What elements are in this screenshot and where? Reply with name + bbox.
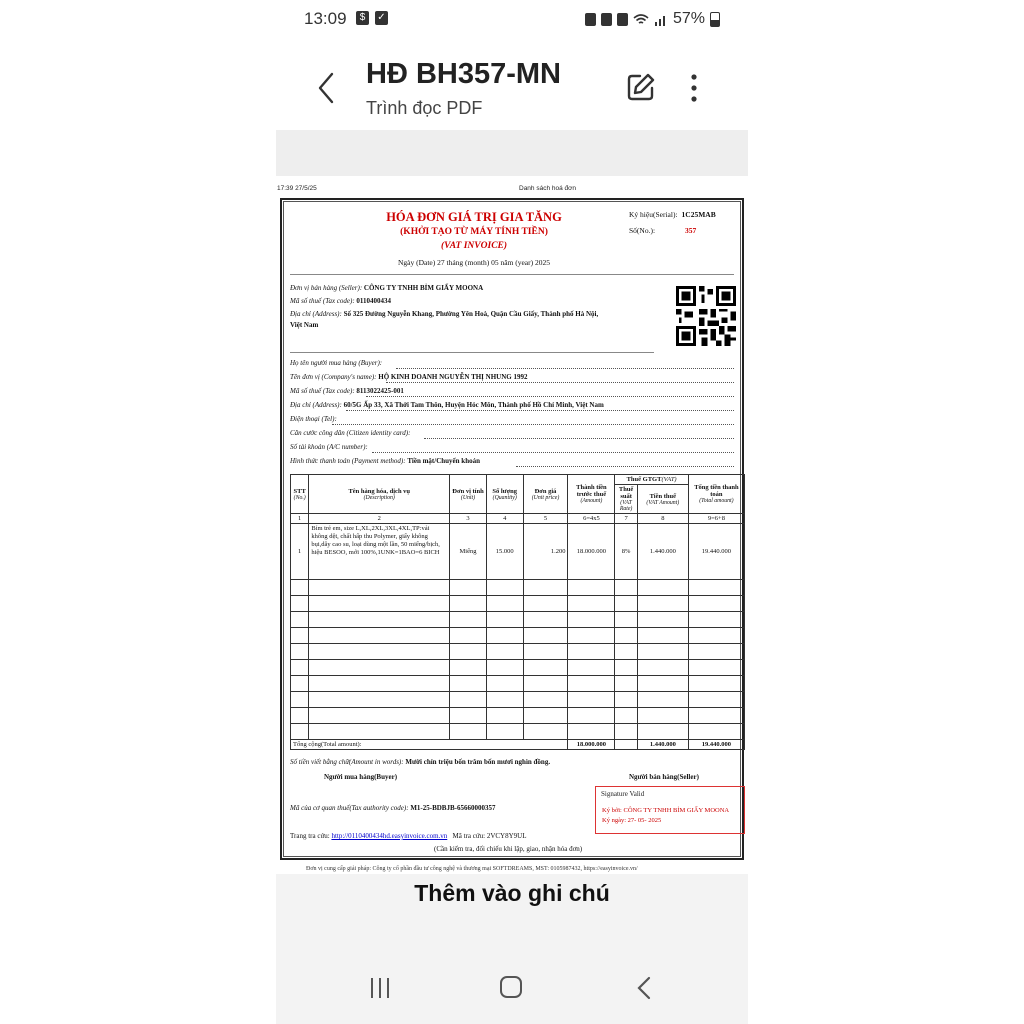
serial-field [629,210,716,219]
navigation-bar [276,952,748,1024]
seller-tax-row [290,297,391,305]
table-header-row [291,475,745,485]
system-icons [585,10,720,28]
buyer-address-value: 60/5G Ấp 33, Xã Thới Tam Thôn, Huyện Hóc Môn, Thành phố Hồ Chí Minh, Việt Nam [343,401,604,409]
col-unit: Đơn vị tính (Unit) [450,475,487,514]
money-notification-icon: $ [356,11,369,25]
item-unit-price: 1.200 [523,524,568,580]
nav-back-icon[interactable] [636,976,652,1000]
item-amount: 18.000.000 [568,524,615,580]
item-unit: Miếng [450,524,487,580]
seller-address-label: Địa chỉ (Address): [290,310,342,318]
payment-label: Hình thức thanh toán (Payment method): [290,457,406,465]
seller-label: Đơn vị bán hàng (Seller): [290,284,363,292]
battery-percent: 57% [672,10,705,27]
column-index-row [291,514,745,524]
print-timestamp: 17:39 27/5/25 [277,185,317,192]
qr-code-icon [676,286,736,346]
index-cell: 5 [523,514,568,524]
empty-row [291,708,745,724]
item-vat-rate: 8% [615,524,637,580]
col-amount: Thành tiền trước thuế (Amount) [568,475,615,514]
table-row [291,524,745,580]
dotted-line [332,424,734,425]
company-name: HỘ KINH DOANH NGUYỄN THỊ NHUNG 1992 [378,373,528,381]
col-total: Tổng tiền thanh toán (Total amount) [688,475,744,514]
item-quantity: 15.000 [486,524,523,580]
item-total: 19.440.000 [688,524,744,580]
tel-row [290,415,337,423]
divider [290,352,654,353]
buyer-name-label: Họ tên người mua hàng (Buyer): [290,359,383,367]
col-vat-rate: Thuế suất (VAT Rate) [615,485,637,514]
index-cell: 9=6+8 [688,514,744,524]
citizen-id-row [290,429,410,437]
tax-authority-code [290,804,495,812]
wifi-icon [633,13,649,26]
status-time: 13:09 [304,9,347,28]
dotted-line [346,410,734,411]
number-value: 357 [685,226,697,235]
seller-name: CÔNG TY TNHH BỈM GIẤY MOONA [363,284,484,292]
invoice-subtitle: (KHỞI TẠO TỪ MÁY TÍNH TIỀN) [400,227,548,237]
words-label: Số tiền viết bằng chữ(Amount in words): [290,758,404,766]
status-bar [276,0,748,40]
mute-icon [617,13,628,26]
divider [290,274,734,275]
empty-row [291,660,745,676]
dotted-line [424,438,734,439]
dotted-line [396,368,734,369]
serial-value: 1C25MAB [681,210,716,219]
signature-box [595,786,745,834]
item-stt: 1 [291,524,309,580]
more-vert-icon[interactable] [681,72,707,104]
document-subtitle: Trình đọc PDF [366,98,483,118]
lookup-code-label: Mã tra cứu: [452,832,486,840]
seller-signature-label: Người bán hàng(Seller) [629,773,699,781]
lookup-label: Trang tra cứu: [290,832,330,840]
col-description: Tên hàng hóa, dịch vụ (Description) [309,475,450,514]
auth-value: M1-25-BDBJB-65660000357 [410,804,496,812]
alarm-icon [601,13,612,26]
invoice-body [283,201,741,857]
citizen-id-label: Căn cước công dân (Citizen identity card): [290,429,411,437]
col-quantity: Số lượng (Quantity) [486,475,523,514]
col-stt: STT (No.) [291,475,309,514]
empty-row [291,596,745,612]
lookup-code-value: 2VCY8Y9UL [486,832,527,840]
checkbox-notification-icon: ✓ [375,11,388,25]
buyer-tax-label: Mã số thuế (Tax code): [290,387,355,395]
buyer-signature-label: Người mua hàng(Buyer) [324,773,398,781]
index-cell: 4 [486,514,523,524]
dotted-line [386,382,734,383]
account-label: Số tài khoản (A/C number): [290,443,368,451]
amount-in-words [290,758,550,766]
print-page-header: Danh sách hoá đơn [519,185,577,192]
seller-address-line2: Việt Nam [290,321,319,329]
index-cell: 1 [291,514,309,524]
dotted-line [372,452,734,453]
empty-row [291,644,745,660]
buyer-address-row [290,401,604,409]
number-label: Số(No.): [629,226,656,235]
signed-by: Ký bởi: CÔNG TY TNHH BỈM GIẤY MOONA [602,807,730,814]
pdf-viewer[interactable] [276,130,748,872]
signature-valid: Signature Valid [601,790,645,798]
serial-label: Ký hiệu(Serial): [629,210,678,219]
total-amount: 18.000.000 [568,740,615,750]
buyer-tax-value: 8113022425-001 [356,387,404,395]
company-row [290,373,527,381]
edit-icon[interactable] [626,72,656,102]
invoice-title: HÓA ĐƠN GIÁ TRỊ GIA TĂNG [386,210,562,224]
recents-icon[interactable] [369,978,391,998]
back-arrow-icon[interactable] [312,70,342,106]
index-cell: 3 [450,514,487,524]
provider-footer: Đơn vị cung cấp giải pháp: Công ty cổ phần đầu tư công nghệ và thương mại SOFTDREAMS, MST: 0105987432, https://easyinvoice.vn/ [306,866,638,872]
seller-address-row2 [290,321,318,329]
dotted-line [366,396,734,397]
empty-row [291,612,745,628]
add-to-notes-button[interactable]: Thêm vào ghi chú [414,880,610,906]
buyer-address-label: Địa chỉ (Address): [290,401,342,409]
battery-icon [710,12,720,27]
seller-address-row [290,310,598,318]
payment-value: Tiền mặt/Chuyển khoản [407,457,480,465]
data-saver-icon [585,13,596,26]
empty-row [291,628,745,644]
col-vat-amount: Tiền thuế (VAT Amount) [637,485,688,514]
invoice-frame [280,198,744,860]
seller-row [290,284,483,292]
index-cell: 6=4x5 [568,514,615,524]
empty-row [291,724,745,740]
phone-screen [276,0,748,1024]
home-icon[interactable] [500,976,522,998]
invoice-date: Ngày (Date) 27 tháng (month) 05 năm (year) 2025 [397,258,551,267]
signal-icon [654,13,668,26]
words-value: Mười chín triệu bốn trăm bốn mươi nghìn đồng. [405,758,551,766]
total-vat: 1.440.000 [637,740,688,750]
seller-address-line1: Số 325 Đường Nguyễn Khang, Phường Yên Hoà, Quận Cầu Giấy, Thành phố Hà Nội, [343,310,599,318]
signed-date: Ký ngày: 27- 05- 2025 [602,817,662,824]
account-row [290,443,368,451]
empty-row [291,580,745,596]
lookup-link[interactable]: http://0110400434hd.easyinvoice.com.vn [331,832,448,840]
app-bar [276,40,748,130]
notification-icons [356,11,388,25]
document-title: HĐ BH357-MN [366,58,561,90]
index-cell: 7 [615,514,637,524]
col-unit-price: Đơn giá (Unit price) [523,475,568,514]
total-row [291,740,745,750]
dotted-line [516,466,734,467]
seller-tax-label: Mã số thuế (Tax code): [290,297,355,305]
item-vat-amount: 1.440.000 [637,524,688,580]
empty-row [291,676,745,692]
total-label: Tổng cộng(Total amount): [291,740,568,750]
number-field [629,226,696,235]
tel-label: Điện thoại (Tel): [290,415,337,423]
items-table [290,474,745,750]
total-payment: 19.440.000 [688,740,744,750]
payment-row [290,457,480,465]
verification-note: (Cần kiểm tra, đối chiếu khi lập, giao, nhận hóa đơn) [434,845,583,853]
buyer-name-row [290,359,382,367]
invoice-title-en: (VAT INVOICE) [440,241,508,251]
item-description: Bỉm trẻ em, size L,XL,2XL,3XL,4XL,TP:vải không dệt, chất hấp thu Polymer, giấy không bụi,dây cao su, loại dùng một lần, 50 miếng/bịch, hiệu BESOO, mới 100%,1UNK=1BAO=6 BICH [309,524,450,580]
company-label: Tên đơn vị (Company's name): [290,373,377,381]
auth-label: Mã của cơ quan thuế(Tax authority code): [290,804,409,812]
pdf-page [276,176,748,874]
lookup-row [290,832,527,840]
index-cell: 8 [637,514,688,524]
seller-tax-value: 0110400434 [356,297,392,305]
empty-row [291,692,745,708]
col-vat-group: Thuế GTGT(VAT) [615,475,688,485]
buyer-tax-row [290,387,404,395]
index-cell: 2 [309,514,450,524]
